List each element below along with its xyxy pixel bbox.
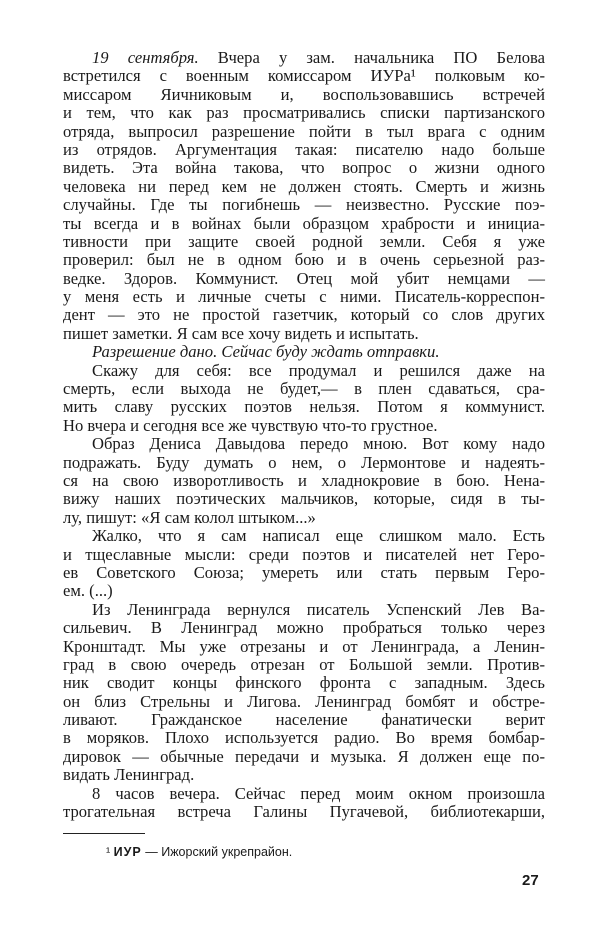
text-line: Из Ленинграда вернулся писатель Успенский Лев Ва- <box>92 599 545 619</box>
text-line: у меня есть и личные счеты с ними. Писатель-корреспон- <box>63 287 545 307</box>
text-line: дент — это не простой газетчик, который со слов других <box>63 305 545 325</box>
text-line <box>63 49 545 67</box>
footnote-divider <box>63 833 145 834</box>
text-line: Разрешение дано. Сейчас буду ждать отправки. <box>92 342 440 362</box>
text-line: Скажу для себя: все продумал и решился даже на <box>92 360 545 380</box>
text-line: вижу наших поэтических мальчиков, которые, сидя в ты- <box>63 489 545 509</box>
text-line: Жалко, что я сам написал еще слишком мало. Есть <box>92 526 545 546</box>
diary-date: 19 сентября. <box>92 48 199 67</box>
text-line: ник сводит концы финского фронта с западным. Здесь <box>63 673 545 693</box>
footnote-abbr: ИУР <box>113 845 142 859</box>
text-line: ев Советского Союза; умереть или стать первым Геро- <box>63 562 545 582</box>
text-line: Кронштадт. Мы уже отрезаны и от Ленинграда, а Ленин- <box>63 636 545 656</box>
text-line: ты всегда и в войнах были образцом храбрости и инициа- <box>63 213 545 233</box>
text-line: 8 часов вечера. Сейчас перед моим окном произошла <box>92 783 545 803</box>
text-line: видеть. Эта война такова, что вопрос о жизни одного <box>63 158 545 178</box>
text-line: ливают. Гражданское население фанатически верит <box>63 710 545 730</box>
text-line: видать Ленинград. <box>63 765 195 785</box>
text-line: в моряков. Плохо используется радио. Во время бомбар- <box>63 728 545 748</box>
text-line: дировок — обычные передачи и музыка. Я должен еще по- <box>63 746 545 766</box>
text-line-rest: Вчера у зам. начальника ПО Белова <box>198 48 545 67</box>
text-line: смерть, если выхода не будет,— в плен сдаваться, сра- <box>63 379 545 399</box>
text-line: и тщеславные мысли: среди поэтов и писателей нет Геро- <box>63 544 545 564</box>
footnote-mark: ¹ <box>106 845 111 859</box>
text-line: отряда, выпросил разрешение пойти в тыл врага с одним <box>63 121 545 141</box>
text-line: Но вчера и сегодня все же чувствую что-то грустное. <box>63 415 438 435</box>
text-line: лу, пишут: «Я сам колол штыком...» <box>63 507 316 527</box>
text-line: человека ни перед кем не должен стоять. Смерть и жизнь <box>63 176 545 196</box>
text-line: Образ Дениса Давыдова передо мною. Вот кому надо <box>92 434 545 454</box>
footnote-text: — Ижорский укрепрайон. <box>141 845 293 859</box>
text-line: подражать. Буду думать о нем, о Лермонтове и надеять- <box>63 452 545 472</box>
body-text <box>63 49 545 821</box>
text-line: ем. (...) <box>63 581 113 601</box>
text-line: встретился с военным комиссаром ИУРа¹ полковым ко- <box>63 66 545 86</box>
text-line: сильевич. В Ленинград можно пробраться только через <box>63 618 545 638</box>
text-line: ся на свою изворотливость и хладнокровие в бою. Нена- <box>63 470 545 490</box>
text-line: ведке. Здоров. Коммунист. Отец мой убит немцами — <box>63 268 545 288</box>
text-line: из отрядов. Аргументация такая: писателю надо больше <box>63 139 545 159</box>
page-number: 27 <box>522 872 539 889</box>
text-line: град в свою очередь отрезан от Большой земли. Против- <box>63 654 545 674</box>
text-line: мить славу русских поэтов нельзя. Потом я коммунист. <box>63 397 545 417</box>
text-line: миссаром Яичниковым и, воспользовавшись встречей <box>63 84 545 104</box>
footnote <box>106 845 292 859</box>
text-line: и тем, что как раз просматривались списки партизанского <box>63 103 545 123</box>
text-line: трогательная встреча Галины Пугачевой, библиотекарши, <box>63 802 545 822</box>
text-line: пишет заметки. Я сам все хочу видеть и испытать. <box>63 323 419 343</box>
text-line: тивности при защите своей родной земли. Себя я уже <box>63 231 545 251</box>
text-line: случайны. Где ты погибнешь — неизвестно. Русские поэ- <box>63 195 545 215</box>
text-line: проверил: был не в одном бою и в очень серьезной раз- <box>63 250 545 270</box>
text-line: он близ Стрельны и Лигова. Ленинград бомбят и обстре- <box>63 691 545 711</box>
